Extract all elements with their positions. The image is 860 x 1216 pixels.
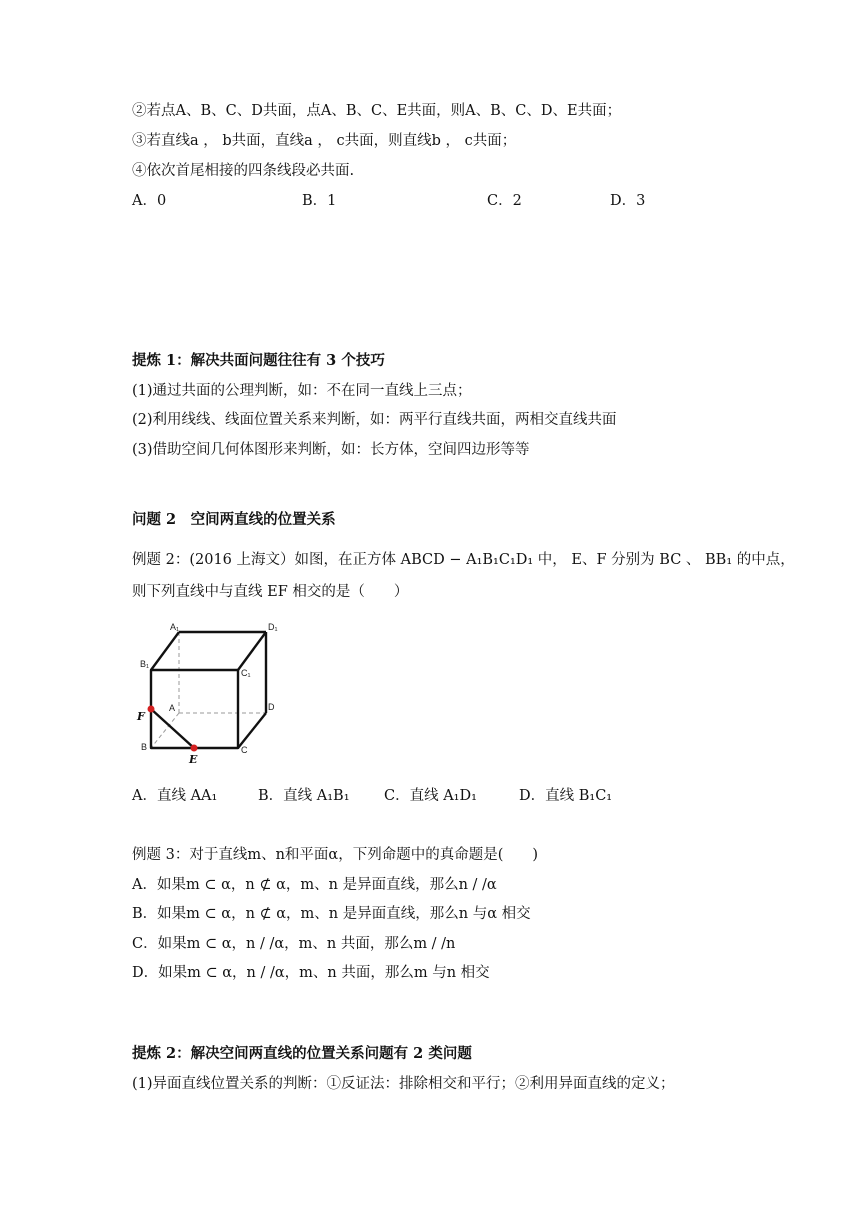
vertex-labels <box>140 622 278 755</box>
tip1-item-1: (1)通过共面的公理判断，如：不在同一直线上三点； <box>132 383 472 399</box>
tip1-item-3: (3)借助空间几何体图形来判断，如：长方体，空间四边形等等 <box>132 442 530 458</box>
option-d: D．3 <box>610 193 646 209</box>
tip2-item-1: (1)异面直线位置关系的判断：①反证法：排除相交和平行；②利用异面直线的定义； <box>132 1076 675 1092</box>
problem2-heading: 问题 2 空间两直线的位置关系 <box>132 511 336 528</box>
label-b1: B₁ <box>140 659 150 669</box>
label-d1: D₁ <box>268 622 278 632</box>
hidden-edges <box>151 632 266 748</box>
example2-line2: 则下列直线中与直线 EF 相交的是（ ） <box>132 584 409 600</box>
edge-d1-c1 <box>238 632 266 670</box>
cube-figure <box>136 620 296 770</box>
tip2-heading: 提炼 2：解决空间两直线的位置关系问题有 2 类问题 <box>132 1045 472 1062</box>
edge-b1-a1 <box>151 632 179 670</box>
example3-option-a: A．如果m ⊂ α，n ⊄ α，m、n 是异面直线，那么n / /α <box>132 877 497 893</box>
label-e: E <box>189 753 198 766</box>
statement-2: ②若点A、B、C、D共面，点A、B、C、E共面，则A、B、C、D、E共面； <box>132 103 622 119</box>
tip1-heading: 提炼 1：解决共面问题往往有 3 个技巧 <box>132 352 385 369</box>
option-d: D．直线 B₁C₁ <box>519 788 613 804</box>
label-d: D <box>268 702 275 712</box>
example3-question: 例题 3：对于直线m、n和平面α，下列命题中的真命题是( ) <box>132 847 539 863</box>
point-f-marker <box>148 706 155 713</box>
option-c: C．2 <box>487 193 522 209</box>
point-e-marker <box>191 745 198 752</box>
example3-option-b: B．如果m ⊂ α，n ⊄ α，m、n 是异面直线，那么n 与α 相交 <box>132 906 531 922</box>
option-b: B．1 <box>302 193 337 209</box>
front-face <box>151 670 238 748</box>
point-labels <box>136 710 198 766</box>
example2-line1: 例题 2：(2016 上海文）如图，在正方体 ABCD − A₁B₁C₁D₁ 中， E、F 分别为 BC 、 BB₁ 的中点， <box>132 552 795 568</box>
label-c1: C₁ <box>241 668 251 678</box>
option-a: A．0 <box>132 193 167 209</box>
label-a: A <box>169 703 176 713</box>
label-a1: A₁ <box>170 622 180 632</box>
option-b: B．直线 A₁B₁ <box>258 788 350 804</box>
example3-option-c: C．如果m ⊂ α，n / /α，m、n 共面，那么m / /n <box>132 936 456 952</box>
label-c: C <box>241 745 248 755</box>
label-f: F <box>137 710 145 723</box>
edge-d-c <box>238 713 266 748</box>
segment-ef <box>151 709 194 748</box>
visible-edges <box>151 632 266 748</box>
statement-4: ④依次首尾相接的四条线段必共面. <box>132 163 355 179</box>
option-c: C．直线 A₁D₁ <box>384 788 477 804</box>
tip1-item-2: (2)利用线线、线面位置关系来判断，如：两平行直线共面，两相交直线共面 <box>132 412 617 428</box>
option-a: A．直线 AA₁ <box>132 788 218 804</box>
label-b: B <box>141 742 148 752</box>
statement-3: ③若直线a ， b共面，直线a ， c共面，则直线b ， c共面； <box>132 133 517 149</box>
example3-option-d: D．如果m ⊂ α，n / /α，m、n 共面，那么m 与n 相交 <box>132 965 490 981</box>
